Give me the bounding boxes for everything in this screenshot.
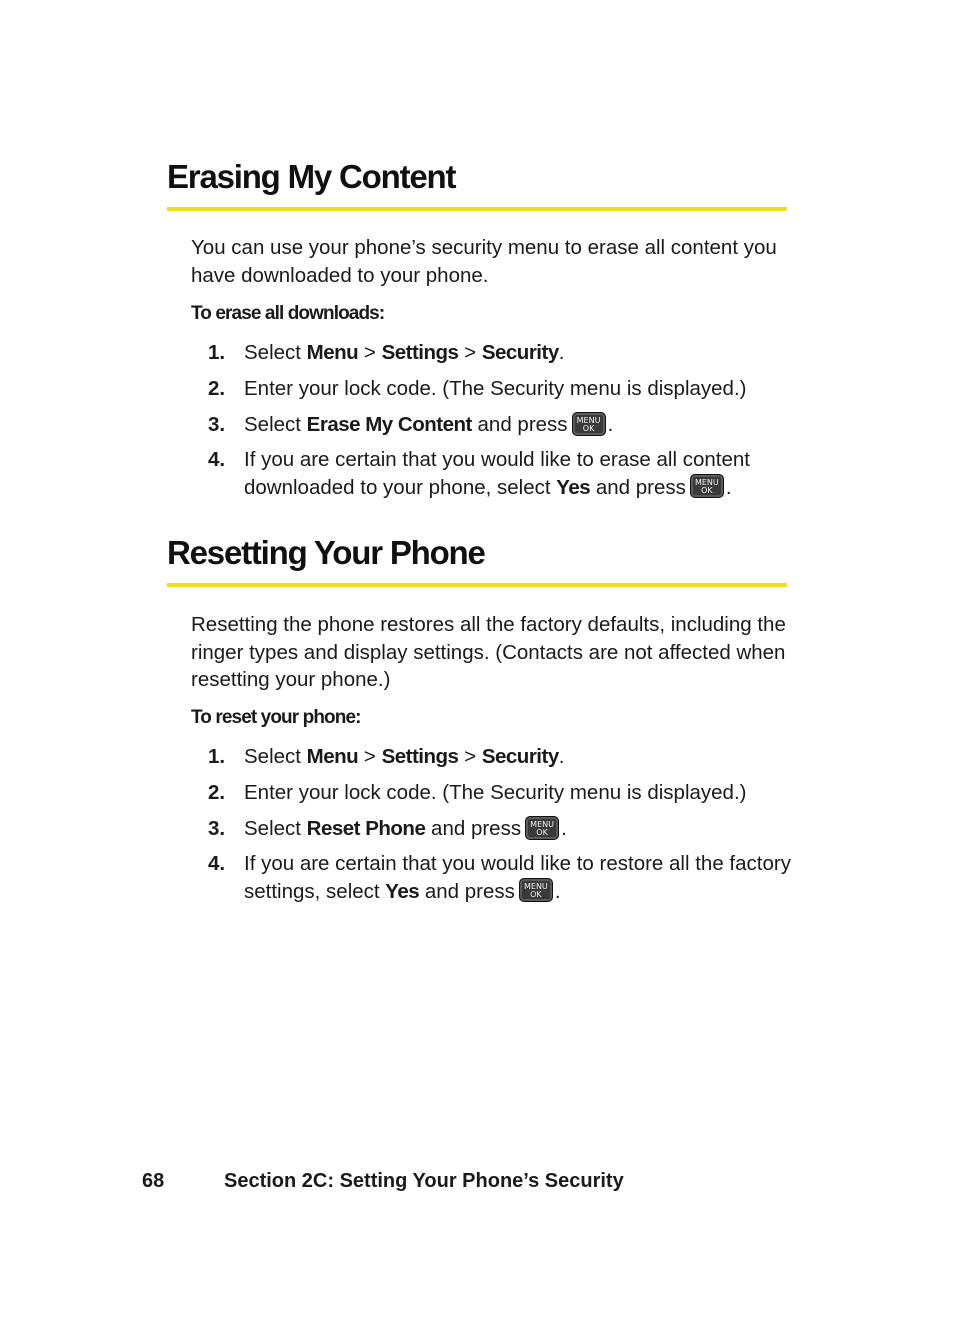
step-number: 3.	[208, 413, 226, 436]
step-number: 3.	[208, 817, 226, 840]
step-text: Enter your lock code. (The Security menu is displayed.)	[244, 781, 747, 804]
step-number: 2.	[208, 781, 226, 804]
page-number: 68	[142, 1170, 165, 1192]
step-number: 1.	[208, 745, 226, 768]
section-title-erasing: Erasing My Content	[167, 158, 456, 195]
footer-section-title: Section 2C: Setting Your Phone’s Security	[224, 1170, 624, 1192]
step-number: 1.	[208, 341, 226, 364]
yellow-rule	[167, 583, 787, 587]
step-text: If you are certain that you would like to erase all content downloaded to your phone, select Yes and press MENU OK .	[244, 448, 750, 499]
step-text: Enter your lock code. (The Security menu is displayed.)	[244, 377, 747, 400]
section-title-resetting: Resetting Your Phone	[167, 534, 485, 571]
step-number: 2.	[208, 377, 226, 400]
subheading: To erase all downloads:	[191, 303, 385, 324]
menu-ok-key-icon: MENU OK	[572, 412, 606, 436]
step-text: Select Menu > Settings > Security.	[244, 341, 565, 364]
intro-paragraph: Resetting the phone restores all the factory defaults, including the ringer types and display settings. (Contacts are not affected when resetting your phone.)	[191, 613, 786, 691]
step-text: If you are certain that you would like to restore all the factory settings, select Yes and press MENU OK .	[244, 852, 791, 903]
step-text: Select Reset Phone and press MENU OK .	[244, 817, 567, 840]
step-number: 4.	[208, 852, 226, 875]
step-text: Select Erase My Content and press MENU OK .	[244, 413, 614, 436]
step-number: 4.	[208, 448, 226, 471]
step-text: Select Menu > Settings > Security.	[244, 745, 565, 768]
menu-ok-key-icon: MENU OK	[525, 816, 559, 840]
menu-ok-key-icon: MENU OK	[690, 474, 724, 498]
intro-paragraph: You can use your phone’s security menu to erase all content you have downloaded to your phone.	[191, 236, 777, 287]
yellow-rule	[167, 207, 787, 211]
subheading: To reset your phone:	[191, 707, 361, 728]
menu-ok-key-icon: MENU OK	[519, 878, 553, 902]
